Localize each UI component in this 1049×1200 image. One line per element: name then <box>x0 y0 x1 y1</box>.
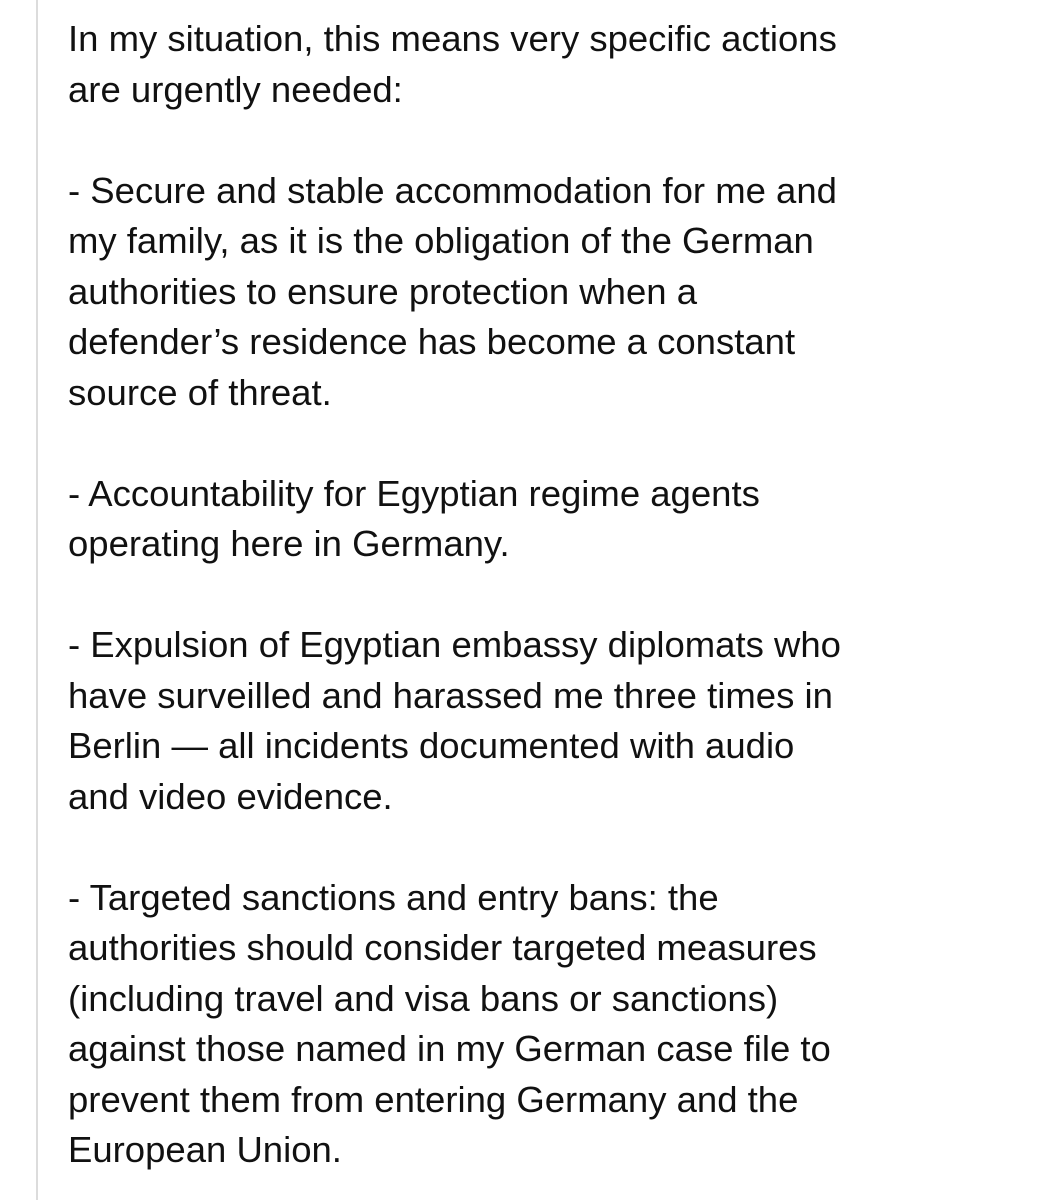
note-line: have surveilled and harassed me three times in <box>68 674 833 716</box>
note-line: - Accountability for Egyptian regime agents <box>68 472 760 514</box>
note-line: defender’s residence has become a constant <box>68 321 796 362</box>
note-line: (including travel and visa bans or sanctions) <box>68 977 779 1019</box>
note-line: - Targeted sanctions and entry bans: the <box>68 876 719 918</box>
note-blank-line <box>68 822 1028 873</box>
note-line: authorities to ensure protection when a <box>68 270 698 312</box>
note-line: and video evidence. <box>68 775 393 817</box>
note-line: - Expulsion of Egyptian embassy diplomats who <box>68 624 841 665</box>
note-line: my family, as it is the obligation of the German <box>68 220 814 261</box>
note-line: are urgently needed: <box>68 68 403 110</box>
note-blank-line <box>68 115 1028 166</box>
note-line: European Union. <box>68 1129 342 1170</box>
note-line: In my situation, this means very specific actions <box>68 18 837 59</box>
note-text-body <box>68 14 1028 1176</box>
note-line: Berlin — all incidents documented with audio <box>68 725 795 766</box>
note-margin-divider <box>36 0 38 1200</box>
note-line: source of threat. <box>68 371 332 413</box>
note-blank-line <box>68 418 1028 469</box>
note-line: prevent them from entering Germany and the <box>68 1078 799 1120</box>
note-line: against those named in my German case file to <box>68 1028 831 1069</box>
note-blank-line <box>68 570 1028 621</box>
note-line: operating here in Germany. <box>68 523 510 564</box>
note-line: - Secure and stable accommodation for me and <box>68 169 837 211</box>
note-line: authorities should consider targeted measures <box>68 927 817 968</box>
